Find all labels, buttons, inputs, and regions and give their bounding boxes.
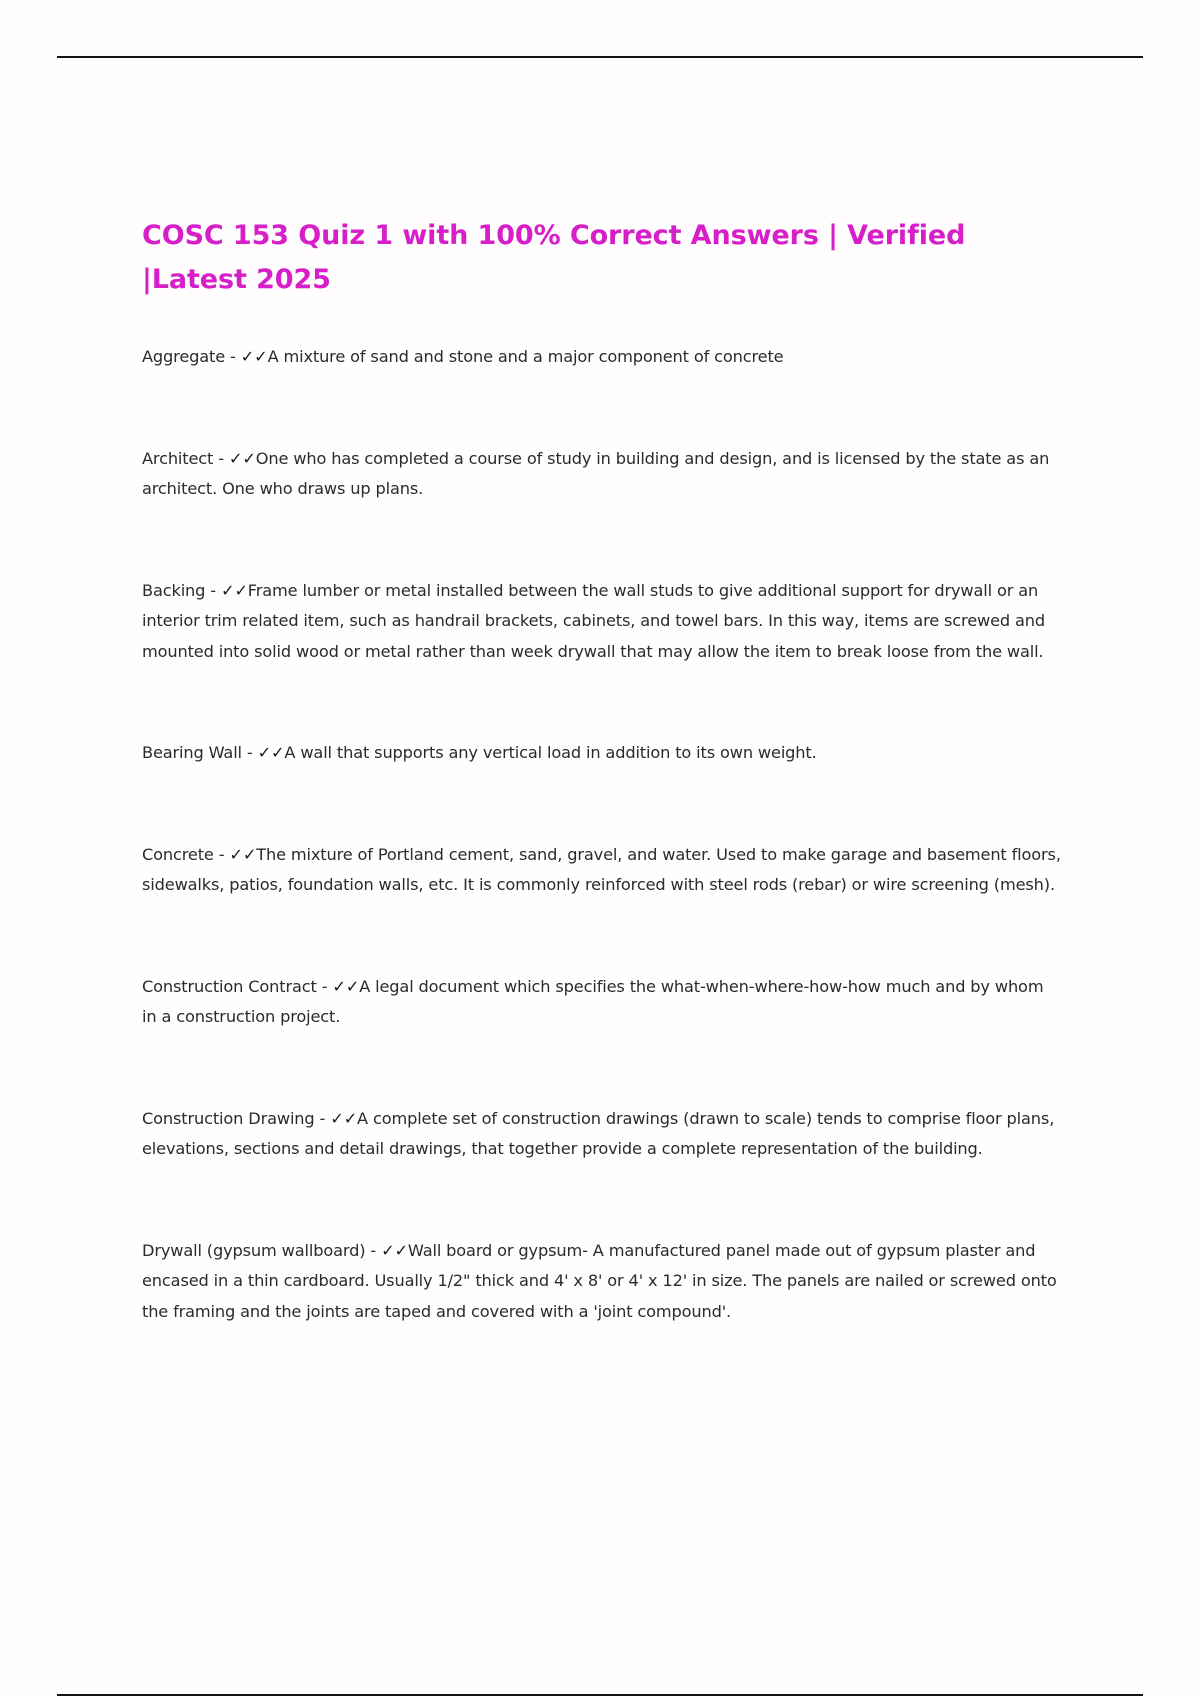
entry-separator: - [241, 743, 258, 762]
glossary-entry-aggregate [142, 342, 1062, 373]
bottom-rule [57, 1694, 1143, 1696]
glossary-entry-architect [142, 444, 1062, 505]
check-mark-icon: ✓✓ [330, 1108, 358, 1128]
document-title: COSC 153 Quiz 1 with 100% Correct Answers | Verified |Latest 2025 [142, 220, 966, 295]
entry-separator: - [225, 347, 241, 366]
entry-separator: - [213, 448, 229, 468]
check-mark-icon: ✓✓ [257, 743, 285, 762]
entry-term: Concrete [142, 844, 214, 864]
check-mark-icon: ✓✓ [228, 448, 256, 468]
entry-separator: - [314, 1108, 331, 1128]
check-mark-icon: ✓✓ [332, 976, 360, 996]
entry-definition: The mixture of Portland cement, sand, gravel, and water. Used to make garage and basement floors, sidewalks, patios, foundation walls, etc. It is commonly reinforced with steel rods (rebar) or wire screening (mesh). [142, 844, 1061, 894]
entry-term: Bearing Wall [142, 743, 242, 762]
entry-term: Drywall (gypsum wallboard) [142, 1240, 366, 1260]
top-rule [57, 56, 1143, 58]
entry-definition: Frame lumber or metal installed between the wall studs to give additional support for drywall or an interior trim related item, such as handrail brackets, cabinets, and towel bars. In this way, items are screwed and mounted into solid wood or metal rather than week drywall that may allow the item to break loose from the wall. [142, 580, 1046, 661]
entry-term: Backing [142, 580, 206, 600]
glossary-entry-construction-drawing [142, 1104, 1062, 1165]
entry-separator: - [213, 844, 230, 864]
glossary-entry-construction-contract [142, 972, 1062, 1033]
entry-definition: One who has completed a course of study in building and design, and is licensed by the state as an architect. One who draws up plans. [142, 448, 1050, 498]
entry-term: Construction Drawing [142, 1108, 315, 1128]
entry-separator: - [365, 1240, 382, 1260]
check-mark-icon: ✓✓ [220, 580, 248, 600]
check-mark-icon: ✓✓ [381, 1240, 408, 1260]
entry-definition: Wall board or gypsum- A manufactured panel made out of gypsum plaster and encased in a thin cardboard. Usually 1/2" thick and 4' x 8' or 4' x 12' in size. The panels are nailed or screwed onto the framing and the joints are taped and covered with a 'joint compound'. [142, 1240, 1057, 1321]
entry-separator: - [316, 976, 333, 996]
glossary-entry-bearing-wall [142, 738, 1062, 769]
glossary-entry-drywall [142, 1236, 1062, 1328]
entry-term: Architect [142, 448, 214, 468]
entry-definition: A complete set of construction drawings (drawn to scale) tends to comprise floor plans, elevations, sections and detail drawings, that together provide a complete representation of the building. [142, 1108, 1055, 1158]
entry-separator: - [205, 580, 221, 600]
glossary-entry-backing [142, 576, 1062, 668]
entry-definition: A legal document which specifies the what-when-where-how-how much and by whom in a construction project. [142, 976, 1044, 1026]
glossary-entry-concrete [142, 840, 1062, 901]
check-mark-icon: ✓✓ [229, 844, 257, 864]
entry-term: Aggregate [142, 347, 226, 366]
check-mark-icon: ✓✓ [240, 347, 268, 366]
entry-definition: A wall that supports any vertical load in addition to its own weight. [284, 743, 817, 762]
entry-term: Construction Contract [142, 976, 317, 996]
glossary-list [142, 342, 1062, 1327]
entry-definition: A mixture of sand and stone and a major component of concrete [267, 347, 784, 366]
document-content [142, 214, 1062, 1398]
